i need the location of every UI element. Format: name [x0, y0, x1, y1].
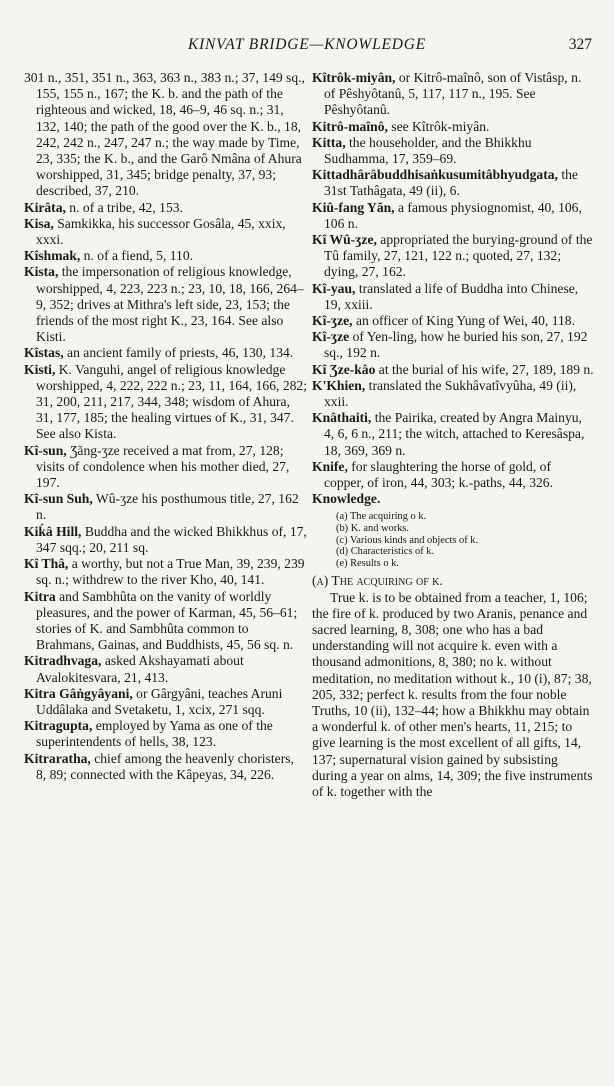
- index-entry: [24, 751, 307, 783]
- entry-text: or Kitrô-maînô, son of Vistâsp, n. of Pêshyôtanû, 5, 117, 117 n., 195. See Pêshyôtanû.: [324, 70, 582, 118]
- entry-text: chief among the heavenly choristers, 8, 89; connected with the Kâpeyas, 34, 226.: [36, 750, 294, 782]
- index-entry: [312, 70, 594, 119]
- index-entry: [24, 686, 307, 718]
- index-entry: [312, 362, 594, 378]
- entry-headword: Kî-yau,: [312, 280, 356, 296]
- index-entry: [24, 248, 307, 264]
- contents-item: (c) Various kinds and objects of k.: [336, 534, 479, 546]
- entry-text: a worthy, but not a True Man, 39, 239, 239 sq. n.; withdrew to the river Kho, 40, 141.: [36, 556, 305, 588]
- entry-text: see Kîtrôk-miyân.: [387, 118, 490, 134]
- entry-headword: Kitra Gâṅgyâyani,: [24, 685, 133, 701]
- contents-item: (d) Characteristics of k.: [336, 546, 435, 558]
- entry-headword: Kî-sun Suh,: [24, 491, 93, 507]
- entry-headword: Kî Thâ,: [24, 556, 69, 572]
- index-entry: [312, 329, 594, 361]
- entry-text: the impersonation of religious knowledge, worshipped, 4, 223, 223 n.; 23, 10, 18, 166, 264–9, 352; drives at Mithra's left side, 23, 153; the friends of the most right K., 23, 164. See also Kisti.: [36, 264, 304, 345]
- entry-headword: Kitraratha,: [24, 750, 91, 766]
- page-number: 327: [568, 36, 592, 53]
- index-entry: [24, 345, 307, 361]
- index-entry: [24, 443, 307, 492]
- entry-headword: Kitradhvaga,: [24, 653, 102, 669]
- index-entry: [312, 200, 594, 232]
- entry-text: the Pairika, created by Angra Mainyu, 4, 6, 6 n., 211; the witch, attached to Keresâspa, 18, 369, 369 n.: [324, 410, 585, 458]
- knowledge-paragraph: True k. is to be obtained from a teacher, 1, 106; the fire of k. produced by two Aranis, penance and sacred learning, 8, 308; one who has a bad understanding will not acquire k. even with a thousand admonitions, 8, 380; no k. without meditation, no meditation without k., 10 (i), 87; 38, 205, 332; perfect k. results from the four noble Truths, 10 (ii), 132–44; how a Bhikkhu may obtain a wonderful k. of other men's hearts, 11, 215; to give learning is the most excellent of all gifts, 14, 137; supernatural vision gained by subsisting during a year on alms, 14, 309; the five instruments of k. together with the: [312, 589, 593, 800]
- index-entry: [24, 589, 307, 654]
- entry-text: Wû-ʒze his posthumous title, 27, 162 n.: [36, 491, 299, 523]
- entry-headword: K'Khien,: [312, 377, 366, 393]
- entry-text: appropriated the burying-ground of the Tû family, 27, 121, 122 n.; quoted, 27, 132; dying, 27, 162.: [324, 232, 593, 280]
- entry-text: an ancient family of priests, 46, 130, 134.: [63, 345, 294, 361]
- entry-headword: Knâthaiti,: [312, 410, 372, 426]
- index-entry: [312, 232, 594, 281]
- contents-item: (e) Results o k.: [336, 557, 399, 569]
- entry-headword: Kitrô-maînô,: [312, 118, 388, 134]
- entry-text: Buddha and the wicked Bhikkhus of, 17, 347 sqq.; 20, 211 sq.: [36, 523, 307, 555]
- index-entry: [24, 653, 307, 685]
- index-entry: [24, 524, 307, 556]
- index-entry: [24, 70, 307, 200]
- entry-headword: Knife,: [312, 458, 348, 474]
- index-entry: [312, 491, 594, 507]
- left-column: [24, 70, 307, 783]
- entry-text: translated the Sukhâvatîvyûha, 49 (ii), xxii.: [324, 377, 577, 410]
- entry-text: n. of a fiend, 5, 110.: [80, 248, 194, 264]
- index-entry: [312, 378, 594, 410]
- index-entry: [24, 718, 307, 750]
- index-entry: [312, 313, 594, 329]
- entry-text: of Yen-ling, how he buried his son, 27, 192 sq., 192 n.: [324, 329, 588, 361]
- index-entry: [24, 216, 307, 248]
- entry-text: n. of a tribe, 42, 153.: [65, 199, 183, 215]
- page-header: [0, 36, 614, 56]
- entry-headword: Kî-ʒze: [312, 329, 350, 345]
- entry-headword: Knowledge.: [312, 491, 381, 507]
- entry-headword: Kiû-fang Yăn,: [312, 199, 395, 215]
- entry-text: K. Vanguhi, angel of religious knowledge worshipped, 4, 222, 222 n.; 23, 11, 164, 166, 282; 31, 200, 211, 217, 344, 348; wisdom of Ahura, 31, 177, 185; the healing virtues of K., 31, 347. See also Kista.: [36, 361, 307, 442]
- entry-headword: Kîstas,: [24, 345, 64, 361]
- entry-text: the 31st Tathâgata, 49 (ii), 6.: [324, 167, 578, 199]
- entry-headword: Kitta,: [312, 134, 346, 150]
- index-entry: [24, 491, 307, 523]
- entry-text: a famous physiognomist, 40, 106, 106 n.: [324, 199, 582, 231]
- entry-headword: Kî-sun,: [24, 442, 67, 458]
- index-entry: [24, 362, 307, 443]
- entry-headword: Kitragupta,: [24, 718, 93, 734]
- entry-text: Samkikka, his successor Gosâla, 45, xxix, xxxi.: [36, 215, 286, 248]
- index-entry: [312, 410, 594, 459]
- entry-text: or Gârgyâni, teaches Aruni Uddâlaka and Svetaketu, 1, xcix, 271 sqq.: [36, 685, 283, 717]
- index-entry: [24, 200, 307, 216]
- contents-item: (a) The acquiring o k.: [336, 511, 427, 523]
- index-entry: [312, 119, 594, 135]
- contents-item: (b) K. and works.: [336, 523, 410, 535]
- entry-text: an officer of King Yung of Wei, 40, 118.: [352, 313, 575, 329]
- entry-headword: Kirâta,: [24, 199, 66, 215]
- index-entry: [312, 459, 594, 491]
- entry-headword: Kittadhârâbuddhisaṅkusumitâbhyudgata,: [312, 167, 558, 183]
- entry-headword: Kî Wû-ʒze,: [312, 232, 377, 248]
- entry-text: translated a life of Buddha into Chinese, 19, xxiii.: [324, 280, 579, 312]
- right-column: [312, 70, 594, 800]
- entry-text: for slaughtering the horse of gold, of copper, of iron, 44, 303; k.-paths, 44, 326.: [324, 458, 554, 491]
- entry-text: asked Akshayamati about Avalokitesvara, 21, 413.: [36, 653, 244, 685]
- section-heading: (a) The acquiring of k.: [312, 573, 443, 589]
- index-entry: [312, 135, 594, 167]
- entry-text: and Sambhûta on the vanity of worldly pleasures, and the power of Karman, 45, 56–61; stories of K. and Sambhûta common to Brahmans, Gainas, and Buddhists, 45, 56 sq. n.: [36, 588, 298, 653]
- right-entries: [312, 70, 594, 507]
- running-head: KINVAT BRIDGE—KNOWLEDGE: [187, 36, 427, 53]
- entry-headword: Kitra: [24, 588, 56, 604]
- entry-headword: Kî Ʒze-kâo: [312, 361, 376, 377]
- entry-headword: Kisti,: [24, 361, 56, 377]
- entry-text: the householder, and the Bhikkhu Sudhamma, 17, 359–69.: [324, 134, 532, 167]
- entry-text: Ʒăng-ʒze received a mat from, 27, 128; visits of condolence when his mother died, 27, 197.: [36, 442, 290, 491]
- entry-headword: Kista,: [24, 264, 59, 280]
- index-entry: [312, 167, 594, 199]
- entry-text: employed by Yama as one of the superintendents of hells, 38, 123.: [36, 718, 273, 750]
- entry-headword: Kiḱâ Hill,: [24, 523, 82, 539]
- entry-text: 301 n., 351, 351 n., 363, 363 n., 383 n.; 37, 149 sq., 155, 155 n., 167; the K. b. and the path of the righteous and wicked, 18, 46–9, 46 sq. n.; 31, 132, 140; the path of the good over the K. b., 18, 242, 242 n., 247, 247 n.; the way made by Time, 23, 335; the K. b., and the Garô Nmâna of Ahura worshipped, 31, 345; bridge penalty, 37, 93; described, 37, 210.: [24, 70, 305, 199]
- index-entry: [312, 281, 594, 313]
- knowledge-contents: [312, 511, 594, 569]
- index-entry: [24, 264, 307, 345]
- entry-headword: Kîshmak,: [24, 248, 81, 264]
- entry-headword: Kî-ʒze,: [312, 313, 353, 329]
- entry-headword: Kisa,: [24, 215, 54, 231]
- entry-text: at the burial of his wife, 27, 189, 189 n.: [375, 361, 594, 377]
- entry-headword: Kîtrôk-miyân,: [312, 70, 396, 85]
- index-entry: [24, 556, 307, 588]
